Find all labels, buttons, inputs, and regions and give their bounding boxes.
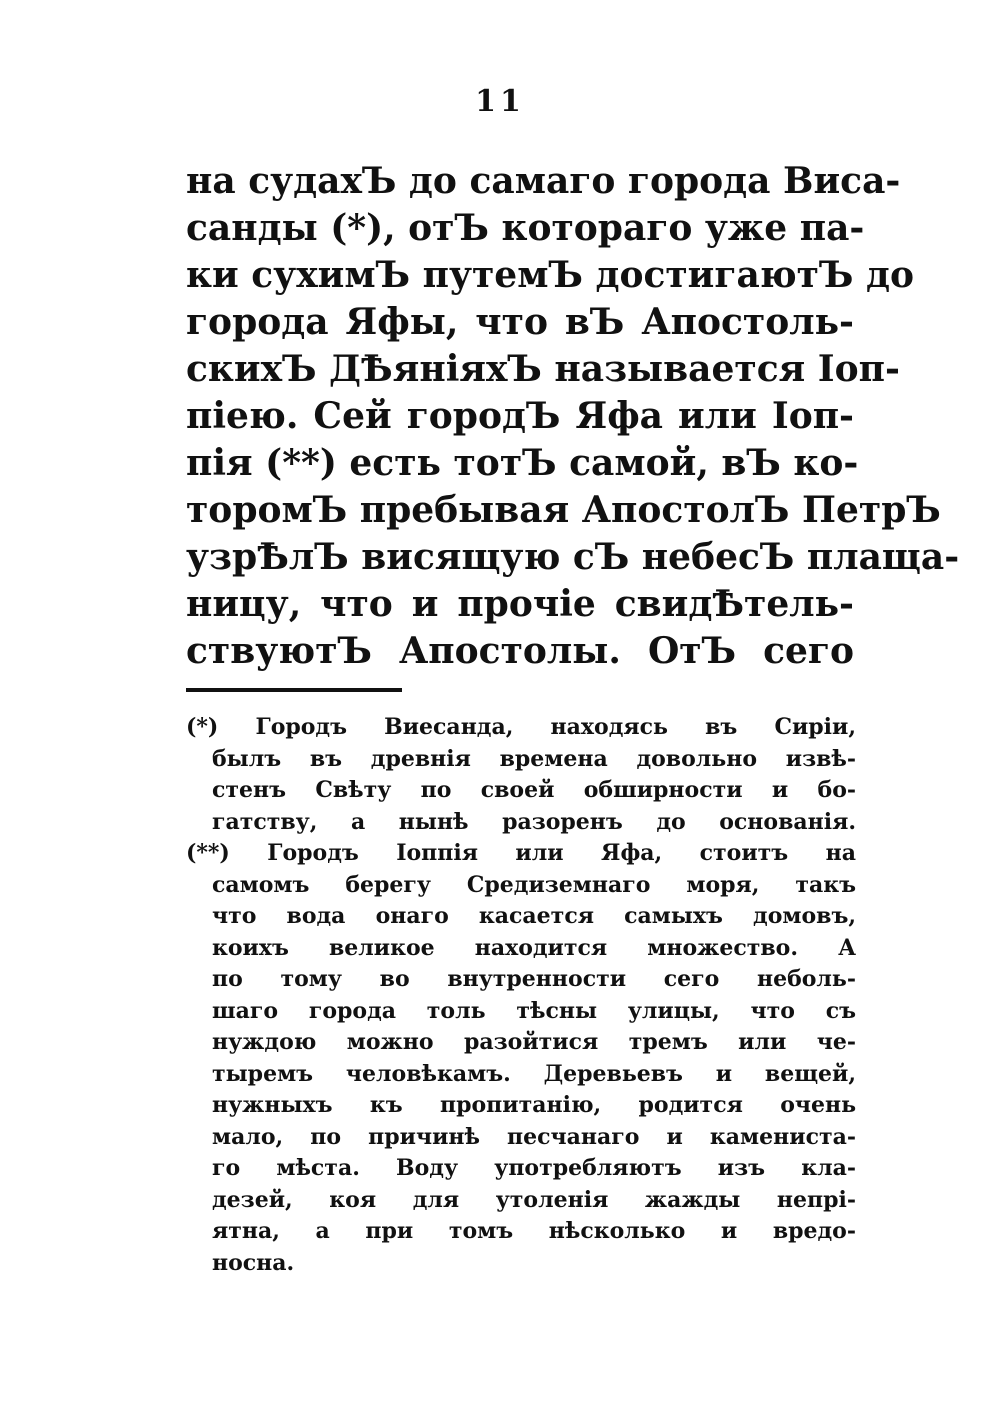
footnote-line: стенъ Свѣту по своей обширности и бо- bbox=[212, 777, 856, 803]
main-text-line: ки сухимЪ путемЪ достигаютЪ до bbox=[186, 254, 914, 296]
footnote-line: го мѣста. Воду употребляютъ изъ кла- bbox=[212, 1155, 856, 1181]
footnote-line: (**) Городъ Iоппiя или Яфа, стоитъ на bbox=[186, 840, 856, 866]
footnote-line: самомъ берегу Средиземнаго моря, такъ bbox=[212, 871, 856, 898]
main-text-line: пiею. Сей городЪ Яфа или Iоп- bbox=[186, 395, 854, 437]
footnote-line: шаго города толь тѣсны улицы, что съ bbox=[212, 997, 856, 1024]
page-number: 11 bbox=[475, 84, 525, 119]
footnote-line: дезей, коя для утоленiя жажды непрi- bbox=[212, 1186, 856, 1213]
main-text-line: на судахЪ до самаго города Виса- bbox=[186, 160, 901, 202]
main-text-line: ствуютЪ Апостолы. ОтЪ сего bbox=[186, 630, 854, 672]
footnotes bbox=[186, 712, 856, 1279]
footnote-line: гатству, а нынѣ разоренъ до основанiя. bbox=[212, 808, 856, 835]
footnote-line: носна. bbox=[212, 1249, 295, 1276]
main-text-line: пiя (**) есть тотЪ самой, вЪ ко- bbox=[186, 442, 859, 484]
footnote-2 bbox=[186, 838, 856, 1279]
main-text bbox=[186, 158, 960, 675]
footnote-line: былъ въ древнiя времена довольно извѣ- bbox=[212, 745, 856, 772]
footnote-line: нуждою можно разойтися тремъ или че- bbox=[212, 1029, 856, 1055]
footnote-line: ятна, а при томъ нѣсколько и вредо- bbox=[212, 1218, 856, 1244]
main-text-line: скихЪ ДѢянiяхЪ называется Iоп- bbox=[186, 348, 900, 390]
footnote-divider bbox=[186, 688, 402, 692]
footnote-line: коихъ великое находится множество. А bbox=[212, 934, 856, 961]
main-text-line: ницу, что и прочiе свидѢтель- bbox=[186, 583, 854, 625]
footnote-line: (*) Городъ Виесанда, находясь въ Сирiи, bbox=[186, 714, 856, 740]
main-text-line: города Яфы, что вЪ Апостоль- bbox=[186, 301, 854, 343]
footnote-line: мало, по причинѣ песчанаго и каменистa- bbox=[212, 1123, 856, 1150]
footnote-line: тыремъ человѣкамъ. Деревьевъ и вещей, bbox=[212, 1060, 856, 1087]
main-text-line: торомЪ пребывая АпостолЪ ПетрЪ bbox=[186, 489, 941, 531]
footnote-line: нужныхъ къ пропитанiю, родится очень bbox=[212, 1092, 856, 1118]
main-text-line: узрѢлЪ висящую сЪ небесЪ плаща- bbox=[186, 536, 960, 578]
main-text-line: санды (*), отЪ котораго уже па- bbox=[186, 207, 865, 249]
footnote-line: по тому во внутренности сего неболь- bbox=[212, 966, 856, 992]
footnote-line: что вода онаго касается самыхъ домовъ, bbox=[212, 903, 856, 929]
footnote-1 bbox=[186, 712, 856, 838]
